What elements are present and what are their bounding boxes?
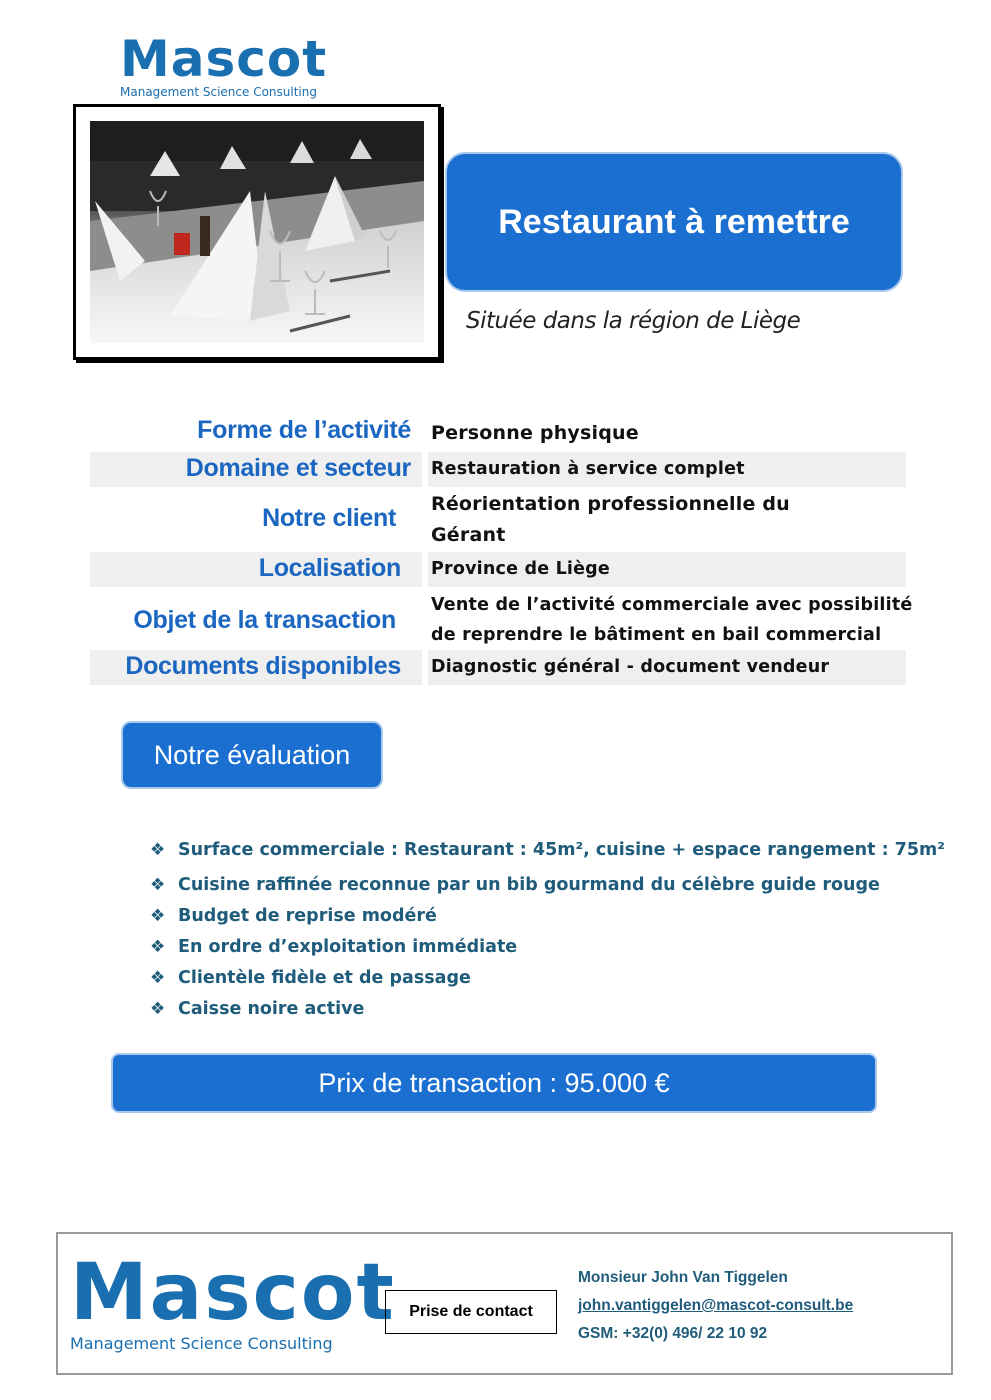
- evaluation-heading-button: [121, 721, 383, 789]
- listing-title: Restaurant à remettre: [498, 202, 850, 241]
- detail-label: Objet de la transaction: [133, 606, 396, 634]
- contact-footer: [56, 1232, 953, 1375]
- listing-subtitle: Située dans la région de Liège: [466, 308, 801, 334]
- detail-label: Domaine et secteur: [185, 454, 411, 482]
- detail-value: Vente de l’activité commerciale avec possibilité de reprendre le bâtiment en bail commercial: [431, 595, 913, 645]
- list-item: ❖ Budget de reprise modéré: [150, 901, 945, 932]
- diamond-bullet-icon: ❖: [150, 937, 166, 957]
- detail-value: Province de Liège: [431, 559, 610, 579]
- list-item: ❖ Surface commerciale : Restaurant : 45m², cuisine + espace rangement : 75m²: [150, 835, 945, 866]
- detail-value: Diagnostic général - document vendeur: [431, 657, 830, 677]
- diamond-bullet-icon: ❖: [150, 999, 166, 1019]
- logo-wordmark: Mascot: [120, 30, 328, 88]
- listing-title-banner: [445, 152, 903, 292]
- contact-name: Monsieur John Van Tiggelen: [578, 1269, 788, 1286]
- detail-value: Restauration à service complet: [431, 459, 745, 479]
- diamond-bullet-icon: ❖: [150, 875, 166, 895]
- contact-button-label: Prise de contact: [409, 1303, 533, 1320]
- diamond-bullet-icon: ❖: [150, 968, 166, 988]
- contact-button[interactable]: [385, 1290, 557, 1334]
- detail-row-documents: [90, 650, 906, 685]
- logo-tagline: Management Science Consulting: [120, 85, 317, 99]
- contact-details: [578, 1264, 853, 1348]
- table-setting-illustration: [90, 121, 424, 343]
- contact-phone: GSM: +32(0) 496/ 22 10 92: [578, 1325, 768, 1342]
- detail-row-objet: [90, 590, 913, 650]
- logo-tagline: Management Science Consulting: [70, 1334, 333, 1353]
- restaurant-photo: [90, 121, 424, 343]
- detail-label: Forme de l’activité: [197, 416, 411, 444]
- contact-email-link[interactable]: john.vantiggelen@mascot-consult.be: [578, 1297, 854, 1314]
- detail-row-client: [90, 488, 906, 550]
- list-item: ❖ En ordre d’exploitation immédiate: [150, 932, 945, 963]
- detail-row-localisation: [90, 552, 906, 587]
- diamond-bullet-icon: ❖: [150, 906, 166, 926]
- detail-row-domaine: [90, 452, 906, 487]
- detail-label: Documents disponibles: [125, 652, 401, 680]
- detail-value: Personne physique: [431, 422, 639, 444]
- evaluation-heading-label: Notre évaluation: [153, 739, 351, 770]
- price-banner: [111, 1053, 877, 1113]
- logo-wordmark: Mascot: [70, 1248, 396, 1338]
- detail-value: Réorientation professionnelle du Gérant: [431, 493, 790, 546]
- footer-logo: [70, 1248, 396, 1353]
- evaluation-list: [150, 835, 945, 1025]
- list-item: ❖ Cuisine raffinée reconnue par un bib gourmand du célèbre guide rouge: [150, 870, 945, 901]
- list-item: ❖ Clientèle fidèle et de passage: [150, 963, 945, 994]
- detail-label: Localisation: [258, 554, 401, 582]
- detail-label: Notre client: [262, 504, 396, 532]
- diamond-bullet-icon: ❖: [150, 840, 166, 860]
- detail-row-forme: [90, 414, 906, 452]
- price-label: Prix de transaction : 95.000 €: [318, 1067, 670, 1098]
- restaurant-photo-frame: [73, 104, 441, 360]
- list-item: ❖ Caisse noire active: [150, 994, 945, 1025]
- header-logo: [120, 30, 328, 99]
